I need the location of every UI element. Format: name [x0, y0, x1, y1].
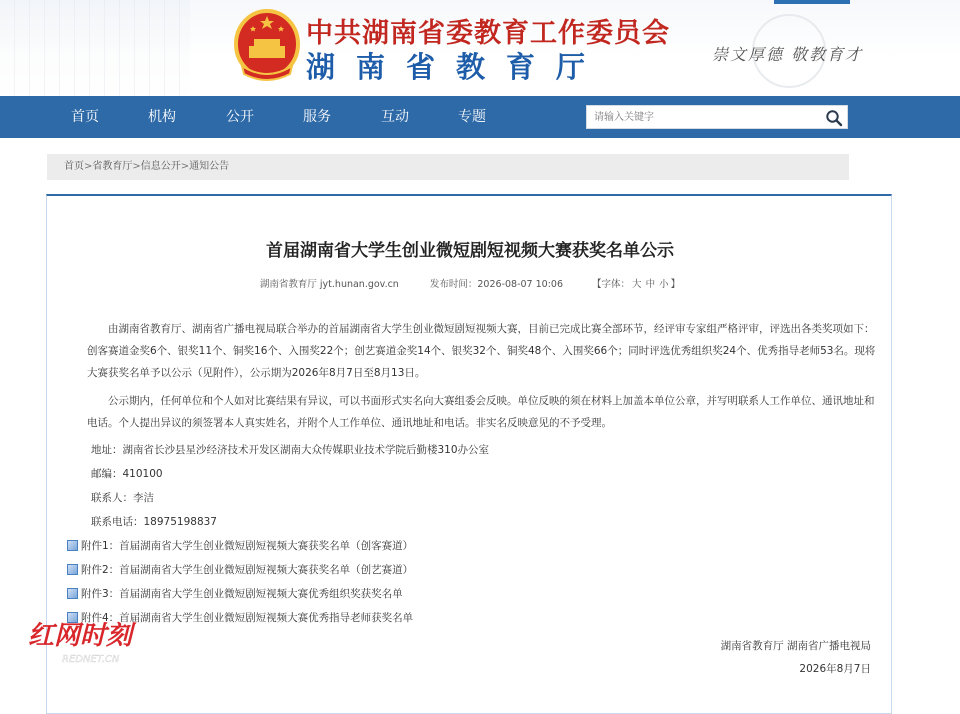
contact-person: 联系人：李洁: [91, 492, 154, 504]
article-paragraph-2: 公示期内，任何单位和个人如对比赛结果有异议，可以书面形式实名向大赛组委会反映。单位反映的须在材料上加盖本单位公章，并写明联系人工作单位、通讯地址和电话。个人提出异议的须签署本人真实姓名，并附个人工作单位、通讯地址和电话。非实名反映意见的不予受理。: [87, 395, 875, 429]
attachment-link-3[interactable]: 附件3：首届湖南省大学生创业微短剧短视频大赛优秀组织奖获奖名单: [81, 588, 403, 600]
search-box: [586, 105, 848, 129]
attachment-file-icon: [67, 564, 78, 575]
breadcrumb-home[interactable]: 首页: [64, 161, 84, 172]
contact-address: 地址：湖南省长沙县星沙经济技术开发区湖南大众传媒职业技术学院后勤楼310办公室: [91, 444, 490, 456]
font-size-large[interactable]: 大: [632, 279, 642, 290]
font-size-small[interactable]: 小: [659, 279, 669, 290]
national-emblem-icon: [232, 8, 302, 84]
attachment-link-2[interactable]: 附件2：首届湖南省大学生创业微短剧短视频大赛获奖名单（创艺赛道）: [81, 564, 414, 576]
header-decoration-left: [0, 0, 190, 96]
breadcrumb-separator: >: [132, 161, 141, 172]
font-label-open: 【字体：: [592, 279, 631, 290]
attachment-item[interactable]: [67, 586, 403, 601]
attachment-item[interactable]: [67, 538, 413, 553]
main-nav: [0, 96, 960, 138]
contact-phone: 联系电话：18975198837: [91, 516, 217, 528]
article-panel: [46, 194, 892, 714]
breadcrumb-separator: >: [180, 161, 190, 172]
nav-item-topics[interactable]: 专题: [458, 109, 486, 125]
breadcrumb-info-disclosure[interactable]: 信息公开: [140, 161, 181, 172]
header-motto: 崇文厚德 敬教育才: [712, 45, 864, 64]
search-icon[interactable]: [825, 109, 843, 127]
breadcrumb-provincial-education-dept[interactable]: 省教育厅: [92, 161, 133, 172]
watermark-sub: REDNET.CN: [62, 654, 120, 665]
site-title-main: 中共湖南省委教育工作委员会: [306, 18, 670, 49]
article-sign-date: 2026年8月7日: [799, 663, 871, 675]
attachment-link-4[interactable]: 附件4：首届湖南省大学生创业微短剧短视频大赛优秀指导老师获奖名单: [81, 612, 414, 624]
article-paragraph-1: 由湖南省教育厅、湖南省广播电视局联合举办的首届湖南省大学生创业微短剧短视频大赛，目前已完成比赛全部环节，经评审专家组严格评审，评选出各类奖项如下：创客赛道金奖6个、银奖11个、铜奖16个、入围奖22个；创艺赛道金奖14个、银奖32个、铜奖48个、入围奖66个；同时评选优秀组织奖24个、优秀指导老师53名。现将大赛获奖名单予以公示（见附件），公示期为2026年8月7日至8月13日。: [87, 323, 876, 379]
font-label-close: 】: [670, 279, 681, 290]
article-source: 湖南省教育厅 jyt.hunan.gov.cn: [259, 279, 399, 290]
contact-postcode: 邮编：410100: [91, 468, 163, 480]
site-title-sub: 湖南省教育厅: [306, 50, 607, 84]
publish-time-group: [430, 279, 563, 290]
nav-item-organization[interactable]: 机构: [148, 109, 176, 125]
attachment-item[interactable]: [67, 562, 413, 577]
article-meta: [47, 276, 893, 290]
nav-item-home[interactable]: 首页: [71, 109, 99, 125]
breadcrumb: [47, 154, 849, 180]
font-size-medium[interactable]: 中: [645, 279, 656, 290]
rednet-watermark-logo: [24, 614, 164, 670]
breadcrumb-notices[interactable]: 通知公告: [189, 161, 230, 172]
font-size-switcher: [592, 279, 680, 290]
search-input[interactable]: [587, 106, 824, 128]
publish-time: 2026-08-07 10:06: [477, 279, 563, 290]
breadcrumb-separator: >: [84, 161, 93, 172]
site-header: [0, 0, 960, 96]
publish-label: 发布时间：: [429, 279, 478, 290]
watermark-text: 红网时刻: [28, 621, 133, 651]
nav-item-service[interactable]: 服务: [303, 109, 331, 125]
attachment-file-icon: [67, 540, 78, 551]
article-title: 首届湖南省大学生创业微短剧短视频大赛获奖名单公示: [266, 241, 674, 261]
attachment-link-1[interactable]: 附件1：首届湖南省大学生创业微短剧短视频大赛获奖名单（创客赛道）: [81, 540, 414, 552]
attachment-file-icon: [67, 588, 78, 599]
nav-item-public[interactable]: 公开: [226, 109, 254, 125]
nav-item-interaction[interactable]: 互动: [381, 109, 409, 125]
header-top-accent: [774, 0, 850, 4]
article-signature: 湖南省教育厅 湖南省广播电视局: [720, 640, 871, 652]
